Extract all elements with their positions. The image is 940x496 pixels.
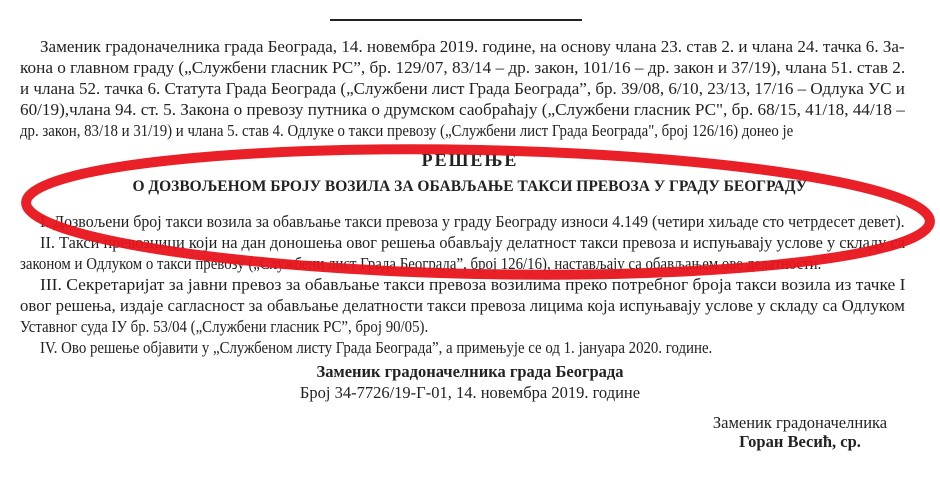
signature-role: Заменик градоначелника <box>712 413 888 432</box>
preamble-line: и члана 52. тачка 6. Статута Града Београда („Службени лист Града Београда”, бр. 39/08, 6/10, 23/13, 17/16 – Одлука УС и <box>20 79 905 98</box>
item-3-cont: Уставног суда IУ бр. 53/04 („Службени гласник РС”, број 90/05). <box>20 317 429 336</box>
issuer-number: Број 34-7726/19-Г-01, 14. новембра 2019. године <box>299 383 641 402</box>
document-title: РЕШЕЊЕ <box>421 150 519 170</box>
preamble-line: кона о главном граду („Службени гласник РС”, бр. 129/07, 83/14 – др. закон, 101/16 – др. закон и 37/19), члана 51. став 2. <box>20 58 906 77</box>
preamble-line: Заменик градоначелника града Београда, 14. новембра 2019. године, на основу члана 23. став 2. и члана 24. тачка 6. За- <box>40 37 905 56</box>
signature-name: Горан Весић, ср. <box>739 432 861 451</box>
item-3-cont: овог решења, издаје сагласност за обављање делатности такси превоза лицима која испуњавају услове у складу са Одлуком <box>20 296 905 315</box>
item-4: IV. Ово решење објавити у „Службеном листу Града Београда”, а примењује се од 1. јануара 2020. године. <box>40 338 713 357</box>
preamble-line: др. закон, 83/18 и 31/19) и члана 5. став 4. Одлуке о такси превозу („Службени лист Града Београда", број 126/16) донео је <box>20 121 794 140</box>
item-1: I. Дозвољени број такси возила за обављање такси превоза у граду Београду износи 4.149 (четири хиљаде сто четрдесет девет). <box>40 212 905 231</box>
document-subtitle: О ДОЗВОЉЕНОМ БРОЈУ ВОЗИЛА ЗА ОБАВЉАЊЕ ТАКСИ ПРЕВОЗА У ГРАДУ БЕОГРАДУ <box>132 178 808 195</box>
issuer-title: Заменик градоначелника града Београда <box>316 362 624 381</box>
item-2: II. Такси превозници који на дан доношења овог решења обављају делатност такси превоза и испуњавају услове у складу са <box>40 233 906 252</box>
preamble-line: 60/19),члана 94. ст. 5. Закона о превозу путника о друмском саобраћају („Службени гласник РС", бр. 68/15, 41/18, 44/18 – <box>20 100 905 119</box>
top-rule <box>330 19 582 21</box>
item-3: III. Секретаријат за јавни превоз за обављање такси превоза возилима преко потребног броја такси возила из тачке I <box>40 275 906 294</box>
item-2-cont: законом и Одлуком о такси превозу („Службени лист Града Београда”, број 126/16), настављају са обављањем ове делатности. <box>20 254 822 273</box>
